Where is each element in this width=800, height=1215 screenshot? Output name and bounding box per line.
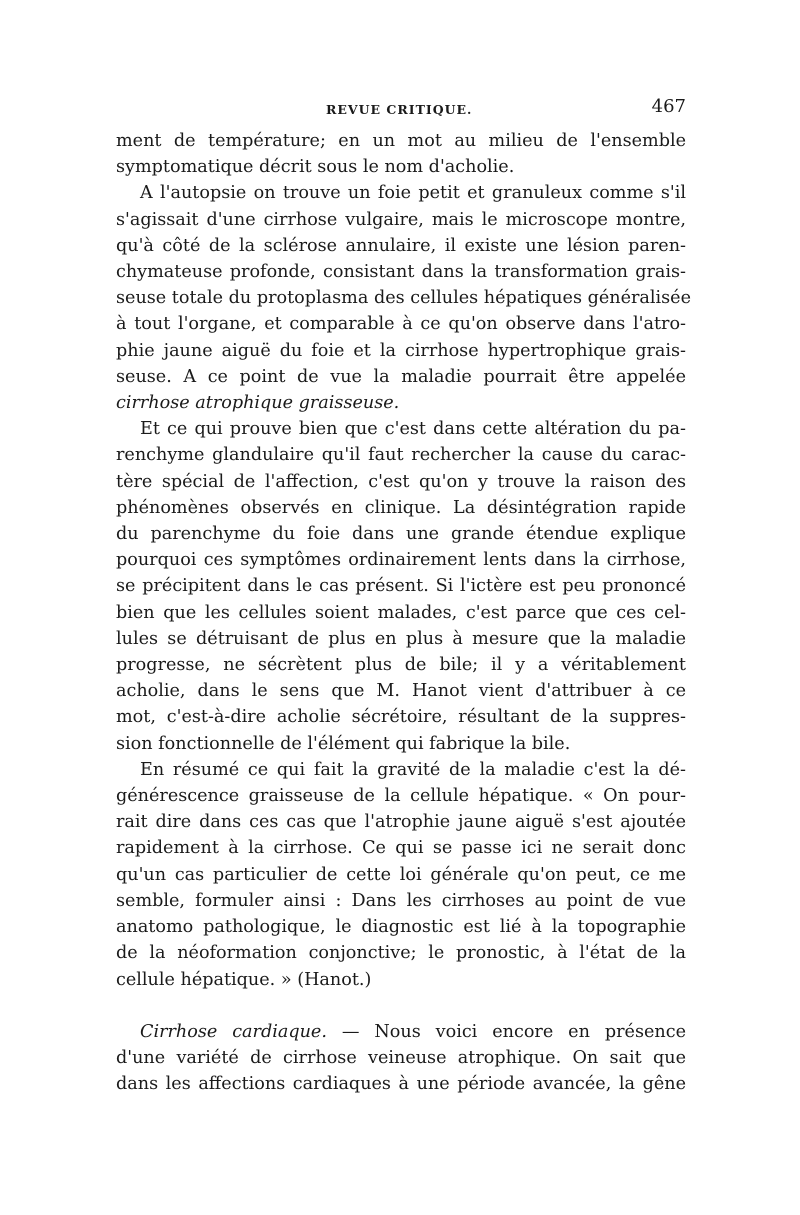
text-line: qu'à côté de la sclérose annulaire, il existe une lésion paren- <box>116 235 686 256</box>
text-line: qu'un cas particulier de cette loi générale qu'on peut, ce me <box>116 864 686 885</box>
text-line: s'agissait d'une cirrhose vulgaire, mais le microscope montre, <box>116 209 686 230</box>
section-gap <box>116 993 686 1019</box>
text-line: du parenchyme du foie dans une grande étendue explique <box>116 524 686 545</box>
text-line: renchyme glandulaire qu'il faut rechercher la cause du carac- <box>116 445 686 466</box>
section-title: Cirrhose cardiaque. <box>140 1021 327 1042</box>
text-line: à tout l'organe, et comparable à ce qu'on observe dans l'atro- <box>116 314 686 335</box>
text-run: — Nous voici encore en présence <box>326 1021 686 1042</box>
text-line: Et ce qui prouve bien que c'est dans cette altération du pa- <box>140 419 686 440</box>
book-page <box>116 90 691 1097</box>
text-line: lules se détruisant de plus en plus à mesure que la maladie <box>116 628 686 649</box>
text-line: chymateuse profonde, consistant dans la transformation grais- <box>116 262 686 283</box>
text-line: phénomènes observés en clinique. La désintégration rapide <box>116 497 686 518</box>
text-line: acholie, dans le sens que M. Hanot vient d'attribuer à ce <box>116 681 686 702</box>
text-line: ment de température; en un mot au milieu de l'ensemble <box>116 131 686 151</box>
text-line: seuse totale du protoplasma des cellules hépatiques généralisée <box>116 288 691 309</box>
text-line: A l'autopsie on trouve un foie petit et granuleux comme s'il <box>140 183 686 204</box>
page-number: 467 <box>651 96 686 117</box>
text-line: de la néoformation conjonctive; le pronostic, à l'état de la <box>116 943 686 964</box>
text-line <box>116 1019 686 1045</box>
text-line: générescence graisseuse de la cellule hépatique. « On pour- <box>116 786 686 807</box>
text-line: symptomatique décrit sous le nom d'acholie. <box>116 157 515 178</box>
text-line: seuse. A ce point de vue la maladie pourrait être appelée <box>116 366 686 387</box>
text-line: mot, c'est-à-dire acholie sécrétoire, résultant de la suppres- <box>116 707 686 728</box>
paragraph <box>116 1019 686 1098</box>
text-line: tère spécial de l'affection, c'est qu'on y trouve la raison des <box>116 471 686 492</box>
paragraph <box>116 128 686 180</box>
body-text <box>116 128 691 1097</box>
text-line <box>116 390 686 416</box>
text-line: d'une variété de cirrhose veineuse atrophique. On sait que <box>116 1047 686 1068</box>
text-line: dans les affections cardiaques à une période avancée, la gêne <box>116 1074 686 1095</box>
paragraph <box>116 416 686 757</box>
text-line: phie jaune aiguë du foie et la cirrhose hypertrophique grais- <box>116 340 686 361</box>
text-line: pourquoi ces symptômes ordinairement lents dans la cirrhose, <box>116 550 686 571</box>
italic-term: cirrhose atrophique graisseuse. <box>116 393 400 414</box>
text-line: cellule hépatique. » (Hanot.) <box>116 969 372 990</box>
running-title: REVUE CRITIQUE. <box>326 102 473 117</box>
text-line: semble, formuler ainsi : Dans les cirrhoses au point de vue <box>116 890 686 911</box>
text-line: progresse, ne sécrètent plus de bile; il y a véritablement <box>116 655 686 676</box>
page-header <box>116 90 686 128</box>
paragraph <box>116 180 691 416</box>
text-line: En résumé ce qui fait la gravité de la maladie c'est la dé- <box>140 759 686 780</box>
text-line: rait dire dans ces cas que l'atrophie jaune aiguë s'est ajoutée <box>116 812 686 833</box>
text-line: sion fonctionnelle de l'élément qui fabrique la bile. <box>116 733 571 754</box>
text-line: anatomo pathologique, le diagnostic est lié à la topographie <box>116 917 686 938</box>
paragraph <box>116 757 686 993</box>
text-line: bien que les cellules soient malades, c'est parce que ces cel- <box>116 602 686 623</box>
text-line: se précipitent dans le cas présent. Si l'ictère est peu prononcé <box>116 576 686 597</box>
text-line: rapidement à la cirrhose. Ce qui se passe ici ne serait donc <box>116 838 686 859</box>
